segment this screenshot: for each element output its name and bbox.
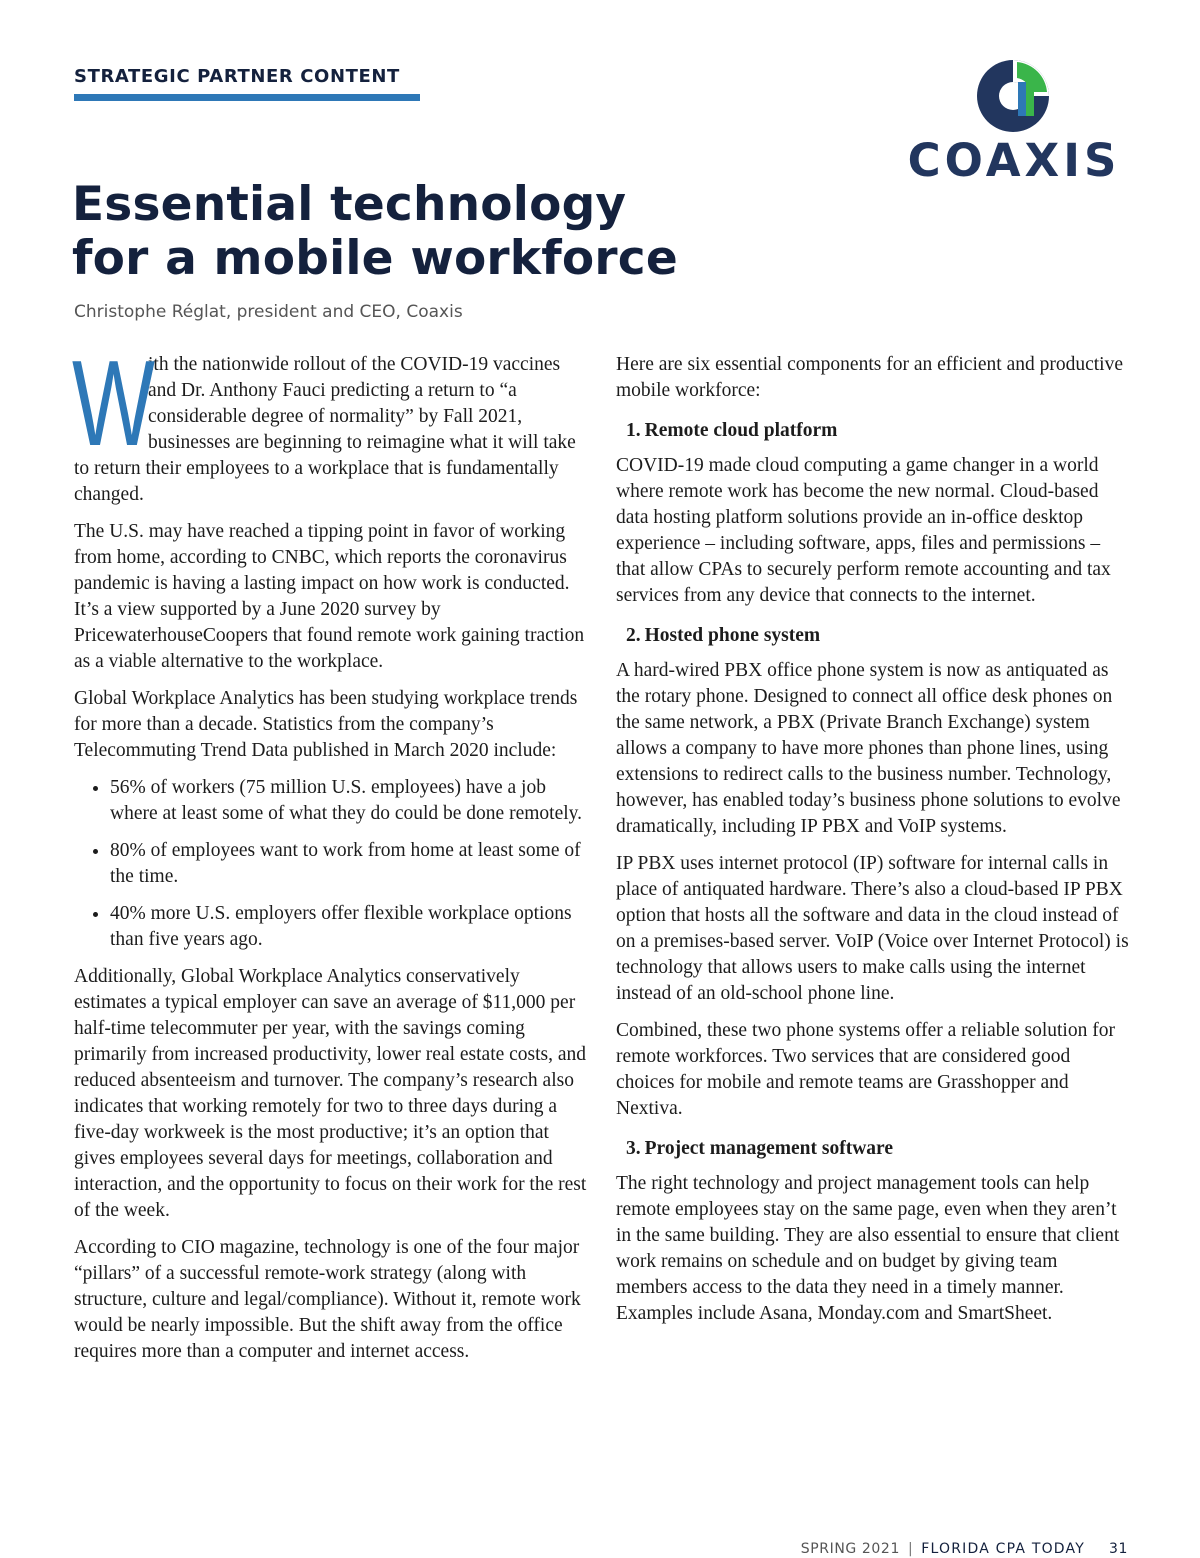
paragraph: COVID-19 made cloud computing a game changer in a world where remote work has become the new normal. Cloud-based data hosting platform solutions provide an in-office desktop experience – including software, apps, files and permissions – that allow CPAs to securely perform remote accounting and tax services from any device that connects to the internet.: [616, 455, 1111, 606]
list-item: • 40% more U.S. employers offer flexible workplace options than five years ago.: [110, 901, 588, 953]
paragraph: Global Workplace Analytics has been studying workplace trends for more than a decade. Statistics from the company’s Telecommuting Trend Data published in March 2020 include:: [74, 688, 578, 761]
list-item: • 56% of workers (75 million U.S. employees) have a job where at least some of what they do could be done remotely.: [110, 775, 588, 827]
paragraph: Combined, these two phone systems offer a reliable solution for remote workforces. Two services that are considered good choices for mobile and remote teams are Grasshopper and Nextiva.: [616, 1020, 1115, 1119]
section-heading-3: [626, 1136, 1132, 1162]
publication-name: FLORIDA CPA TODAY: [921, 1541, 1085, 1557]
right-column: [616, 352, 1132, 1338]
section-kicker: STRATEGIC PARTNER CONTENT: [74, 66, 400, 87]
section-number: 1.: [626, 420, 641, 441]
issue-label: SPRING 2021: [800, 1541, 900, 1557]
coaxis-logo-text: COAXIS: [907, 134, 1121, 187]
paragraph: Additionally, Global Workplace Analytics conservatively estimates a typical employer can save an average of $11,000 per half-time telecommuter per year, with the savings coming primarily from increased productivity, lower real estate costs, and reduced absenteeism and turnover. The company’s research also indicates that working remotely for two to three days during a five-day workweek is the most productive; it’s an option that gives employees several days for meetings, collaboration and interaction, and the opportunity to focus on their work for the rest of the week.: [74, 966, 587, 1221]
article-title: [72, 178, 678, 286]
kicker-underline: [74, 94, 420, 101]
section-heading-1: [626, 418, 1132, 444]
page-number: 31: [1108, 1541, 1128, 1557]
author-byline: Christophe Réglat, president and CEO, Coaxis: [74, 302, 463, 322]
list-item: • 80% of employees want to work from home at least some of the time.: [110, 838, 588, 890]
intro-text: ith the nationwide rollout of the COVID-19 vaccines and Dr. Anthony Fauci predicting a return to “a considerable degree of normality” by Fall 2021, businesses are beginning to reimagine what it will take to return their employees to a workplace that is fundamentally changed.: [74, 354, 576, 505]
paragraph: IP PBX uses internet protocol (IP) software for internal calls in place of antiquated hardware. There’s also a cloud-based IP PBX option that hosts all the software and data in the cloud instead of on a premises-based server. VoIP (Voice over Internet Protocol) is technology that allows users to make calls using the internet instead of an old-school phone line.: [616, 853, 1129, 1004]
paragraph: According to CIO magazine, technology is one of the four major “pillars” of a successful remote-work strategy (along with structure, culture and legal/compliance). Without it, remote work would be nearly impossible. But the shift away from the office requires more than a computer and internet access.: [74, 1237, 581, 1362]
page-footer: [801, 1541, 1128, 1557]
left-column: [72, 335, 588, 1376]
title-line-1: Essential technology: [72, 177, 627, 232]
title-line-2: for a mobile workforce: [72, 231, 678, 286]
paragraph: Here are six essential components for an efficient and productive mobile workforce:: [616, 354, 1123, 401]
paragraph: The U.S. may have reached a tipping point in favor of working from home, according to CNBC, which reports the coronavirus pandemic is having a lasting impact on how work is conducted. It’s a view supported by a June 2020 survey by PricewaterhouseCoopers that found remote work gaining traction as a viable alternative to the workplace.: [74, 521, 585, 672]
section-number: 3.: [626, 1138, 641, 1159]
intro-paragraph: [72, 335, 588, 508]
statistics-list: [74, 775, 588, 953]
drop-cap: W: [72, 335, 155, 471]
section-title: Hosted phone system: [644, 625, 821, 646]
paragraph: The right technology and project management tools can help remote employees stay on the same page, even when they aren’t in the same building. They are also essential to ensure that client work remains on schedule and on budget by giving team members access to the data they need in a timely manner. Examples include Asana, Monday.com and SmartSheet.: [616, 1173, 1120, 1324]
section-heading-2: [626, 623, 1132, 649]
section-title: Remote cloud platform: [644, 420, 838, 441]
footer-separator: |: [907, 1541, 914, 1557]
section-title: Project management software: [644, 1138, 893, 1159]
section-number: 2.: [626, 625, 641, 646]
paragraph: A hard-wired PBX office phone system is now as antiquated as the rotary phone. Designed to connect all office desk phones on the same network, a PBX (Private Branch Exchange) system allows a company to have more phones than phone lines, using extensions to redirect calls to the business number. Technology, however, has enabled today’s business phone solutions to evolve dramatically, including IP PBX and VoIP systems.: [616, 660, 1121, 837]
